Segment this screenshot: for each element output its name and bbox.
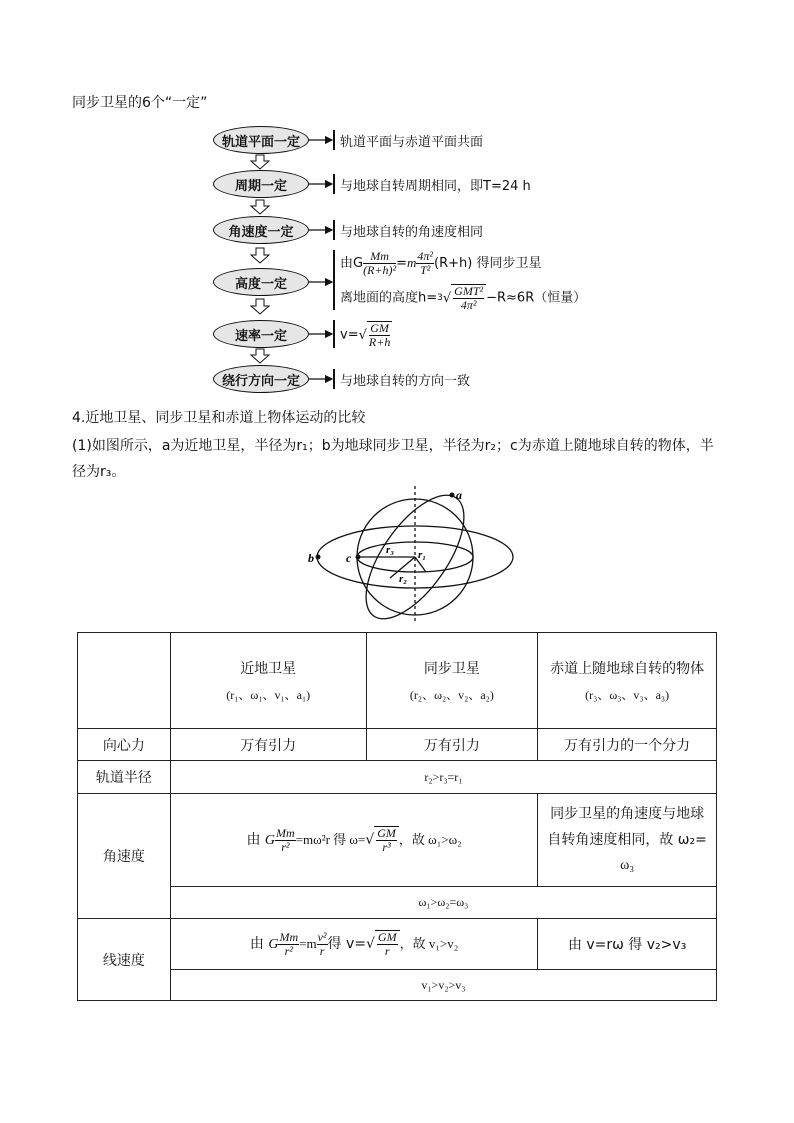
cell-radius: r₂>r₃=r₁ [170,761,716,794]
figure-label-b: b [308,551,314,565]
section4-para-line1: (1)如图所示，a为近地卫星，半径为r₁；b为地球同步卫星，半径为r₂；c为赤道上随地球自转的物体，半 [72,438,714,454]
flow-node-period: 周期一定 [213,170,309,198]
desc-orbit: 轨道平面与赤道平面共面 [340,135,484,150]
flow-node-orbit: 轨道平面一定 [213,126,309,154]
figure-label-r2: r₂ [399,573,408,585]
table-corner [78,633,171,729]
desc-height-1: 由G $\frac{Mm}{\text{(R+h)²}}$ =m $\frac{\text{4π²}}{\text{T²}}$ (R+h) 得同步卫星 [340,249,542,277]
row-label-v: 线速度 [78,919,171,1001]
cell-omega-formula: 由 G $\frac{Mm}{\text{r²}}$ =mω²r 得 ω=√ $\frac{GM}{\text{r³}}$ ，故 ω₁>ω₂ [170,794,537,887]
cell-force-2: 万有引力 [366,729,538,761]
cell-omega-3: 同步卫星的角速度与地球 自转角速度相同，故 ω₂= ω₃ [538,794,717,887]
flow-node-speed: 速率一定 [213,320,309,348]
cell-force-3: 万有引力的一个分力 [538,729,717,761]
desc-angular: 与地球自转的角速度相同 [340,225,484,240]
heading: 同步卫星的6个“一定” [72,95,208,111]
cell-omega-compare: ω₁>ω₂=ω₃ [170,887,716,919]
comparison-table [77,632,717,1001]
table-header-equator: 赤道上随地球自转的物体 (r₃、ω₃、v₃、a₃) [538,633,717,729]
section4-title: 4.近地卫星、同步卫星和赤道上物体运动的比较 [72,410,366,426]
cell-v-formula: 由 G $\frac{Mm}{\text{r²}}$ =m $\frac{\text{v²}}{r}$ 得 v=√ $\frac{GM}{r}$ ，故 v₁>v₂ [170,919,537,970]
desc-period: 与地球自转周期相同，即T=24 h [340,179,531,194]
figure-label-r3: r₃ [386,544,395,556]
flow-arrows [0,0,794,400]
desc-height-2: 离地面的高度h= 3 √ $\frac{\text{GMT²}}{\text{4π²}}$ −R≈6R（恒量） [340,284,587,312]
cell-v-3: 由 v=rω 得 v₂>v₃ [538,919,717,970]
figure-label-c: c [346,551,352,565]
cell-v-compare: v₁>v₂>v₃ [170,970,716,1001]
row-label-force: 向心力 [78,729,171,761]
flow-node-height: 高度一定 [213,268,309,296]
section4-para-line2: 径为r₃。 [72,464,126,480]
table-header-sync: 同步卫星 (r₂、ω₂、v₂、a₂) [366,633,538,729]
desc-speed: v=√ $\frac{GM}{R+h}$ [340,321,391,349]
cell-force-1: 万有引力 [170,729,366,761]
row-label-radius: 轨道半径 [78,761,171,794]
table-header-near: 近地卫星 (r₁、ω₁、v₁、a₁) [170,633,366,729]
figure-label-r1: r₁ [418,549,427,561]
figure-label-a: a [456,488,462,502]
flow-node-angular: 角速度一定 [213,216,309,244]
desc-direction: 与地球自转的方向一致 [340,374,471,389]
orbit-figure [300,486,530,626]
row-label-omega: 角速度 [78,794,171,919]
flow-node-direction: 绕行方向一定 [213,365,309,393]
